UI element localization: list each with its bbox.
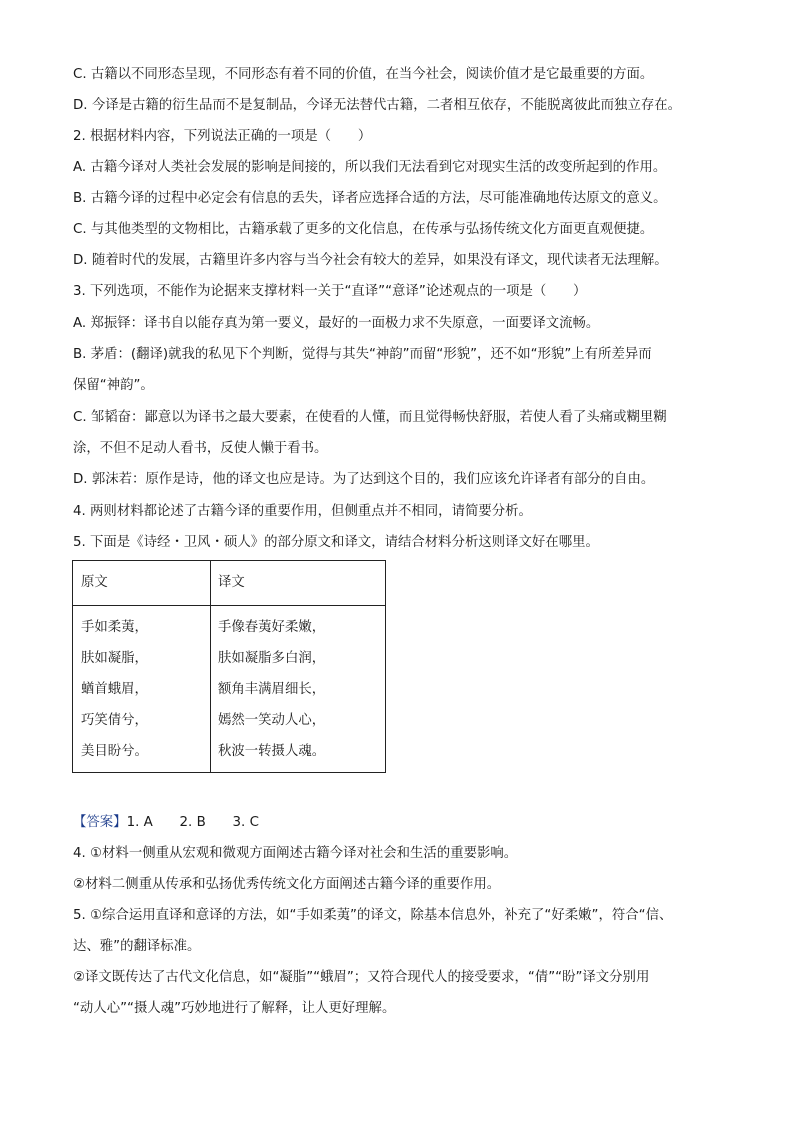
translation-line: 秋波一转摄人魂。 bbox=[218, 744, 326, 759]
header-translation: 译文 bbox=[218, 575, 245, 590]
option-2a: A. 古籍今译对人类社会发展的影响是间接的，所以我们无法看到它对现实生活的改变所起到的作用。 bbox=[73, 160, 667, 175]
translation-line: 嫣然一笑动人心， bbox=[218, 713, 326, 728]
option-1d: D. 今译是古籍的衍生品而不是复制品，今译无法替代古籍，二者相互依存，不能脱离彼此而独立存在。 bbox=[73, 98, 682, 113]
translation-line: 手像春荑好柔嫩， bbox=[218, 620, 326, 635]
option-3a: A. 郑振铎：译书自以能存真为第一要义，最好的一面极力求不失原意，一面要译文流畅。 bbox=[73, 316, 600, 331]
option-3c: C. 邹韬奋：鄙意以为译书之最大要素，在使看的人懂，而且觉得畅快舒服，若使人看了头痛或糊里糊 bbox=[73, 410, 667, 425]
table-divider bbox=[210, 561, 211, 772]
answer-tag: 【答案】 bbox=[73, 815, 127, 830]
header-original: 原文 bbox=[81, 575, 108, 590]
option-3c-cont: 涂，不但不足动人看书，反使人懒于看书。 bbox=[73, 441, 328, 456]
option-3d: D. 郭沫若：原作是诗，他的译文也应是诗。为了达到这个目的，我们应该允许译者有部分的自由。 bbox=[73, 472, 655, 487]
answer-choices-line bbox=[73, 814, 733, 832]
option-3b-cont: 保留“神韵”。 bbox=[73, 378, 154, 393]
answer-5-1: 5. ①综合运用直译和意译的方法，如“手如柔荑”的译文，除基本信息外，补充了“好柔嫩”，符合“信、 bbox=[73, 908, 673, 923]
question-5: 5. 下面是《诗经・卫风・硕人》的部分原文和译文，请结合材料分析这则译文好在哪里。 bbox=[73, 535, 599, 550]
question-4: 4. 两则材料都论述了古籍今译的重要作用，但侧重点并不相同，请简要分析。 bbox=[73, 504, 532, 519]
answer-4-1: 4. ①材料一侧重从宏观和微观方面阐述古籍今译对社会和生活的重要影响。 bbox=[73, 846, 518, 861]
translation-line: 肤如凝脂多白润， bbox=[218, 651, 326, 666]
original-line: 蝤首蛾眉， bbox=[81, 682, 148, 697]
option-3b: B. 茅盾：(翻译)就我的私见下个判断，觉得与其失“神韵”而留“形貌”，还不如“形貌”上有所差异而 bbox=[73, 347, 652, 362]
question-2: 2. 根据材料内容，下列说法正确的一项是（ ） bbox=[73, 129, 372, 144]
option-2c: C. 与其他类型的文物相比，古籍承载了更多的文化信息，在传承与弘扬传统文化方面更直观便捷。 bbox=[73, 222, 654, 237]
answer-choices: 1. A 2. B 3. C bbox=[126, 815, 259, 830]
original-line: 肤如凝脂， bbox=[81, 651, 148, 666]
original-line: 手如柔荑， bbox=[81, 620, 148, 635]
answer-5-2: ②译文既传达了古代文化信息，如“凝脂”“蛾眉”；又符合现代人的接受要求，“倩”“盼”译文分别用 bbox=[73, 970, 650, 985]
answer-4-2: ②材料二侧重从传承和弘扬优秀传统文化方面阐述古籍今译的重要作用。 bbox=[73, 877, 501, 892]
option-1c: C. 古籍以不同形态呈现，不同形态有着不同的价值，在当今社会，阅读价值才是它最重要的方面。 bbox=[73, 67, 654, 82]
option-2d: D. 随着时代的发展，古籍里许多内容与当今社会有较大的差异，如果没有译文，现代读者无法理解。 bbox=[73, 253, 668, 268]
original-line: 巧笑倩兮， bbox=[81, 713, 148, 728]
question-3: 3. 下列选项，不能作为论据来支撑材料一关于“直译”“意译”论述观点的一项是（ ） bbox=[73, 284, 587, 299]
translation-line: 额角丰满眉细长， bbox=[218, 682, 326, 697]
answer-5-2-cont: “动人心”“摄人魂”巧妙地进行了解释，让人更好理解。 bbox=[73, 1001, 396, 1016]
original-line: 美目盼兮。 bbox=[81, 744, 148, 759]
poem-table bbox=[72, 560, 386, 773]
option-2b: B. 古籍今译的过程中必定会有信息的丢失，译者应选择合适的方法，尽可能准确地传达原文的意义。 bbox=[73, 191, 667, 206]
answer-5-1-cont: 达、雅”的翻译标准。 bbox=[73, 939, 201, 954]
